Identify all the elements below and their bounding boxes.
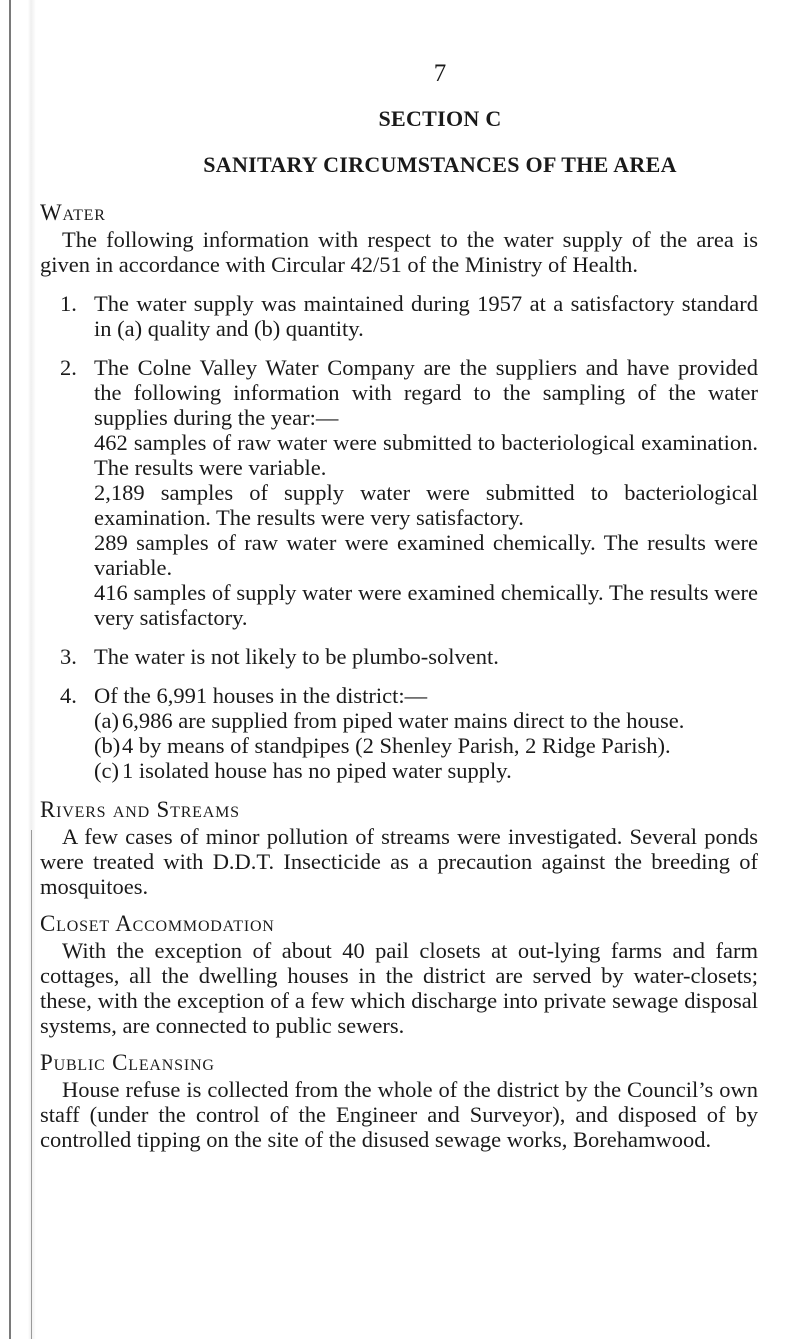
section-title: SECTION C <box>378 106 502 131</box>
section-subtitle: SANITARY CIRCUMSTANCES OF THE AREA <box>203 152 677 177</box>
water-item-3 <box>40 644 758 669</box>
rivers-section <box>40 797 758 899</box>
document-body <box>40 200 758 1152</box>
item-line: 462 samples of raw water were submitted to bacteriological examination. The results were variable. <box>94 430 758 480</box>
water-item-4 <box>40 683 758 783</box>
rivers-heading: Rivers and Streams <box>40 797 240 822</box>
sub-item-text: 1 isolated house has no piped water supply. <box>122 758 512 783</box>
item-text-group <box>94 683 758 783</box>
item-number: 4. <box>60 683 77 708</box>
page-number: 7 <box>433 60 447 87</box>
sub-item-c <box>94 758 758 783</box>
water-heading: Water <box>40 200 106 225</box>
item-number: 2. <box>60 355 77 380</box>
closet-section <box>40 911 758 1038</box>
closet-text: With the exception of about 40 pail closets at out-lying farms and farm cottages, all the dwelling houses in the district are served by water-closets; these, with the exception of a few which discharge into private sewage disposal systems, are connected to public sewers. <box>40 938 758 1038</box>
sub-item-text: 6,986 are supplied from piped water mains direct to the house. <box>122 708 685 733</box>
water-item-2 <box>40 355 758 630</box>
item-line: The Colne Valley Water Company are the suppliers and have provided the following information with regard to the sampling of the water supplies during the year:— <box>94 355 758 430</box>
water-items <box>40 291 758 783</box>
item-number: 3. <box>60 644 77 669</box>
sub-item-text: 4 by means of standpipes (2 Shenley Parish, 2 Ridge Parish). <box>122 733 671 758</box>
water-intro: The following information with respect to the water supply of the area is given in accordance with Circular 42/51 of the Ministry of Health. <box>40 227 758 277</box>
sub-item-label: (a) <box>94 708 119 733</box>
item-text: Of the 6,991 houses in the district:— <box>94 683 428 708</box>
sub-item-label: (c) <box>94 758 119 783</box>
water-section <box>40 200 758 783</box>
item-line: 2,189 samples of supply water were submitted to bacteriological examination. The results were very satisfactory. <box>94 480 758 530</box>
cleansing-text: House refuse is collected from the whole of the district by the Council’s own staff (under the control of the Engineer and Surveyor), and disposed of by controlled tipping on the site of the disused sewage works, Borehamwood. <box>40 1077 758 1152</box>
item-line: 416 samples of supply water were examined chemically. The results were very satisfactory. <box>94 580 758 630</box>
cleansing-section <box>40 1050 758 1152</box>
cleansing-heading: Public Cleansing <box>40 1050 215 1075</box>
sub-item-a <box>94 708 758 733</box>
item-text: The water supply was maintained during 1957 at a satisfactory standard in (a) quality and (b) quantity. <box>94 291 758 341</box>
sub-item-label: (b) <box>94 733 121 758</box>
sub-item-b <box>94 733 758 758</box>
water-item-1 <box>40 291 758 341</box>
item-text-group <box>94 355 758 630</box>
item-number: 1. <box>60 291 77 316</box>
item-line: 289 samples of raw water were examined chemically. The results were variable. <box>94 530 758 580</box>
closet-heading: Closet Accommodation <box>40 911 275 936</box>
item-text: The water is not likely to be plumbo-solvent. <box>94 644 499 669</box>
rivers-text: A few cases of minor pollution of streams were investigated. Several ponds were treated with D.D.T. Insecticide as a precaution against the breeding of mosquitoes. <box>40 824 758 899</box>
